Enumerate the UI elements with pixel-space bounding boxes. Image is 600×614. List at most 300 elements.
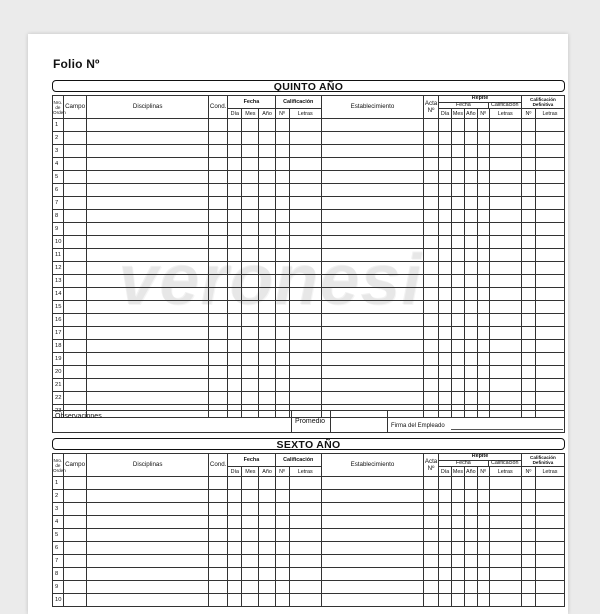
entry-cell[interactable]	[259, 516, 275, 529]
entry-cell[interactable]	[208, 236, 227, 249]
entry-cell[interactable]	[521, 119, 535, 132]
entry-cell[interactable]	[477, 555, 489, 568]
entry-cell[interactable]	[63, 529, 87, 542]
entry-cell[interactable]	[521, 366, 535, 379]
entry-cell[interactable]	[259, 379, 275, 392]
entry-cell[interactable]	[521, 340, 535, 353]
entry-cell[interactable]	[521, 379, 535, 392]
entry-cell[interactable]	[424, 490, 439, 503]
entry-cell[interactable]	[521, 236, 535, 249]
entry-cell[interactable]	[535, 490, 564, 503]
entry-cell[interactable]	[289, 184, 321, 197]
entry-cell[interactable]	[228, 477, 242, 490]
entry-cell[interactable]	[489, 327, 521, 340]
entry-cell[interactable]	[489, 594, 521, 607]
entry-cell[interactable]	[228, 594, 242, 607]
entry-cell[interactable]	[321, 249, 423, 262]
entry-cell[interactable]	[228, 568, 242, 581]
entry-cell[interactable]	[275, 171, 289, 184]
entry-cell[interactable]	[477, 301, 489, 314]
entry-cell[interactable]	[424, 581, 439, 594]
entry-cell[interactable]	[275, 223, 289, 236]
entry-cell[interactable]	[208, 529, 227, 542]
entry-cell[interactable]	[321, 119, 423, 132]
entry-cell[interactable]	[242, 542, 259, 555]
entry-cell[interactable]	[63, 503, 87, 516]
entry-cell[interactable]	[63, 477, 87, 490]
entry-cell[interactable]	[489, 314, 521, 327]
entry-cell[interactable]	[208, 132, 227, 145]
entry-cell[interactable]	[321, 275, 423, 288]
entry-cell[interactable]	[464, 132, 477, 145]
entry-cell[interactable]	[289, 340, 321, 353]
entry-cell[interactable]	[535, 249, 564, 262]
entry-cell[interactable]	[321, 223, 423, 236]
entry-cell[interactable]	[242, 184, 259, 197]
entry-cell[interactable]	[242, 197, 259, 210]
entry-cell[interactable]	[451, 366, 464, 379]
entry-cell[interactable]	[535, 184, 564, 197]
entry-cell[interactable]	[289, 542, 321, 555]
entry-cell[interactable]	[464, 184, 477, 197]
entry-cell[interactable]	[321, 366, 423, 379]
entry-cell[interactable]	[87, 223, 209, 236]
entry-cell[interactable]	[489, 392, 521, 405]
entry-cell[interactable]	[521, 288, 535, 301]
entry-cell[interactable]	[439, 327, 452, 340]
entry-cell[interactable]	[242, 210, 259, 223]
entry-cell[interactable]	[275, 288, 289, 301]
entry-cell[interactable]	[424, 119, 439, 132]
entry-cell[interactable]	[424, 223, 439, 236]
entry-cell[interactable]	[208, 555, 227, 568]
entry-cell[interactable]	[439, 223, 452, 236]
entry-cell[interactable]	[208, 210, 227, 223]
entry-cell[interactable]	[489, 555, 521, 568]
entry-cell[interactable]	[489, 236, 521, 249]
entry-cell[interactable]	[259, 210, 275, 223]
entry-cell[interactable]	[321, 158, 423, 171]
entry-cell[interactable]	[424, 392, 439, 405]
entry-cell[interactable]	[477, 288, 489, 301]
entry-cell[interactable]	[424, 210, 439, 223]
entry-cell[interactable]	[275, 568, 289, 581]
entry-cell[interactable]	[464, 366, 477, 379]
entry-cell[interactable]	[451, 555, 464, 568]
entry-cell[interactable]	[321, 327, 423, 340]
entry-cell[interactable]	[489, 477, 521, 490]
entry-cell[interactable]	[424, 288, 439, 301]
entry-cell[interactable]	[521, 477, 535, 490]
entry-cell[interactable]	[289, 568, 321, 581]
entry-cell[interactable]	[259, 223, 275, 236]
entry-cell[interactable]	[208, 288, 227, 301]
entry-cell[interactable]	[242, 327, 259, 340]
entry-cell[interactable]	[208, 340, 227, 353]
entry-cell[interactable]	[321, 210, 423, 223]
entry-cell[interactable]	[464, 197, 477, 210]
entry-cell[interactable]	[535, 210, 564, 223]
entry-cell[interactable]	[289, 353, 321, 366]
entry-cell[interactable]	[477, 249, 489, 262]
entry-cell[interactable]	[208, 516, 227, 529]
entry-cell[interactable]	[228, 379, 242, 392]
entry-cell[interactable]	[535, 542, 564, 555]
entry-cell[interactable]	[63, 353, 87, 366]
entry-cell[interactable]	[477, 529, 489, 542]
entry-cell[interactable]	[477, 568, 489, 581]
entry-cell[interactable]	[451, 392, 464, 405]
entry-cell[interactable]	[535, 301, 564, 314]
entry-cell[interactable]	[275, 236, 289, 249]
entry-cell[interactable]	[439, 490, 452, 503]
entry-cell[interactable]	[208, 275, 227, 288]
entry-cell[interactable]	[439, 275, 452, 288]
entry-cell[interactable]	[535, 477, 564, 490]
entry-cell[interactable]	[464, 327, 477, 340]
entry-cell[interactable]	[439, 210, 452, 223]
entry-cell[interactable]	[464, 503, 477, 516]
entry-cell[interactable]	[439, 529, 452, 542]
entry-cell[interactable]	[259, 301, 275, 314]
entry-cell[interactable]	[535, 568, 564, 581]
entry-cell[interactable]	[535, 529, 564, 542]
entry-cell[interactable]	[451, 581, 464, 594]
entry-cell[interactable]	[275, 555, 289, 568]
entry-cell[interactable]	[424, 275, 439, 288]
entry-cell[interactable]	[521, 490, 535, 503]
entry-cell[interactable]	[259, 529, 275, 542]
entry-cell[interactable]	[228, 119, 242, 132]
entry-cell[interactable]	[321, 503, 423, 516]
entry-cell[interactable]	[228, 249, 242, 262]
entry-cell[interactable]	[489, 568, 521, 581]
entry-cell[interactable]	[321, 542, 423, 555]
entry-cell[interactable]	[259, 353, 275, 366]
entry-cell[interactable]	[289, 529, 321, 542]
entry-cell[interactable]	[208, 353, 227, 366]
entry-cell[interactable]	[424, 158, 439, 171]
entry-cell[interactable]	[208, 158, 227, 171]
entry-cell[interactable]	[208, 223, 227, 236]
entry-cell[interactable]	[275, 327, 289, 340]
entry-cell[interactable]	[451, 132, 464, 145]
entry-cell[interactable]	[228, 288, 242, 301]
entry-cell[interactable]	[535, 594, 564, 607]
entry-cell[interactable]	[489, 262, 521, 275]
entry-cell[interactable]	[208, 392, 227, 405]
entry-cell[interactable]	[521, 184, 535, 197]
entry-cell[interactable]	[521, 529, 535, 542]
entry-cell[interactable]	[87, 262, 209, 275]
entry-cell[interactable]	[439, 236, 452, 249]
entry-cell[interactable]	[464, 301, 477, 314]
entry-cell[interactable]	[439, 366, 452, 379]
entry-cell[interactable]	[289, 314, 321, 327]
entry-cell[interactable]	[424, 353, 439, 366]
entry-cell[interactable]	[63, 275, 87, 288]
entry-cell[interactable]	[242, 132, 259, 145]
entry-cell[interactable]	[63, 210, 87, 223]
entry-cell[interactable]	[424, 249, 439, 262]
entry-cell[interactable]	[289, 236, 321, 249]
entry-cell[interactable]	[87, 340, 209, 353]
entry-cell[interactable]	[87, 184, 209, 197]
entry-cell[interactable]	[242, 275, 259, 288]
entry-cell[interactable]	[424, 327, 439, 340]
entry-cell[interactable]	[477, 353, 489, 366]
entry-cell[interactable]	[259, 477, 275, 490]
entry-cell[interactable]	[289, 145, 321, 158]
entry-cell[interactable]	[424, 340, 439, 353]
entry-cell[interactable]	[321, 392, 423, 405]
entry-cell[interactable]	[228, 581, 242, 594]
entry-cell[interactable]	[521, 171, 535, 184]
entry-cell[interactable]	[242, 516, 259, 529]
entry-cell[interactable]	[439, 379, 452, 392]
entry-cell[interactable]	[451, 340, 464, 353]
entry-cell[interactable]	[259, 327, 275, 340]
entry-cell[interactable]	[87, 353, 209, 366]
entry-cell[interactable]	[63, 249, 87, 262]
entry-cell[interactable]	[208, 119, 227, 132]
entry-cell[interactable]	[489, 119, 521, 132]
entry-cell[interactable]	[439, 542, 452, 555]
entry-cell[interactable]	[439, 555, 452, 568]
entry-cell[interactable]	[228, 490, 242, 503]
entry-cell[interactable]	[289, 477, 321, 490]
entry-cell[interactable]	[451, 477, 464, 490]
entry-cell[interactable]	[275, 529, 289, 542]
entry-cell[interactable]	[439, 171, 452, 184]
entry-cell[interactable]	[521, 392, 535, 405]
entry-cell[interactable]	[87, 529, 209, 542]
entry-cell[interactable]	[275, 581, 289, 594]
entry-cell[interactable]	[489, 581, 521, 594]
entry-cell[interactable]	[439, 301, 452, 314]
entry-cell[interactable]	[535, 503, 564, 516]
entry-cell[interactable]	[477, 171, 489, 184]
entry-cell[interactable]	[63, 327, 87, 340]
entry-cell[interactable]	[63, 581, 87, 594]
entry-cell[interactable]	[259, 145, 275, 158]
entry-cell[interactable]	[451, 301, 464, 314]
entry-cell[interactable]	[208, 503, 227, 516]
entry-cell[interactable]	[289, 490, 321, 503]
entry-cell[interactable]	[242, 503, 259, 516]
entry-cell[interactable]	[321, 516, 423, 529]
entry-cell[interactable]	[228, 158, 242, 171]
entry-cell[interactable]	[439, 288, 452, 301]
entry-cell[interactable]	[321, 145, 423, 158]
entry-cell[interactable]	[464, 392, 477, 405]
entry-cell[interactable]	[451, 236, 464, 249]
entry-cell[interactable]	[464, 249, 477, 262]
entry-cell[interactable]	[521, 249, 535, 262]
entry-cell[interactable]	[275, 490, 289, 503]
entry-cell[interactable]	[424, 503, 439, 516]
entry-cell[interactable]	[87, 171, 209, 184]
entry-cell[interactable]	[87, 477, 209, 490]
entry-cell[interactable]	[208, 477, 227, 490]
entry-cell[interactable]	[63, 392, 87, 405]
entry-cell[interactable]	[489, 490, 521, 503]
entry-cell[interactable]	[451, 379, 464, 392]
entry-cell[interactable]	[464, 236, 477, 249]
entry-cell[interactable]	[63, 490, 87, 503]
entry-cell[interactable]	[535, 132, 564, 145]
entry-cell[interactable]	[242, 119, 259, 132]
entry-cell[interactable]	[464, 379, 477, 392]
entry-cell[interactable]	[464, 555, 477, 568]
entry-cell[interactable]	[259, 119, 275, 132]
entry-cell[interactable]	[439, 314, 452, 327]
entry-cell[interactable]	[208, 314, 227, 327]
entry-cell[interactable]	[424, 516, 439, 529]
entry-cell[interactable]	[535, 223, 564, 236]
entry-cell[interactable]	[242, 145, 259, 158]
entry-cell[interactable]	[451, 503, 464, 516]
entry-cell[interactable]	[535, 262, 564, 275]
entry-cell[interactable]	[464, 288, 477, 301]
entry-cell[interactable]	[321, 340, 423, 353]
entry-cell[interactable]	[464, 594, 477, 607]
entry-cell[interactable]	[289, 288, 321, 301]
entry-cell[interactable]	[424, 145, 439, 158]
entry-cell[interactable]	[259, 568, 275, 581]
entry-cell[interactable]	[63, 366, 87, 379]
entry-cell[interactable]	[424, 184, 439, 197]
entry-cell[interactable]	[321, 568, 423, 581]
entry-cell[interactable]	[464, 353, 477, 366]
entry-cell[interactable]	[289, 158, 321, 171]
entry-cell[interactable]	[275, 353, 289, 366]
entry-cell[interactable]	[439, 145, 452, 158]
entry-cell[interactable]	[489, 301, 521, 314]
entry-cell[interactable]	[63, 340, 87, 353]
entry-cell[interactable]	[439, 477, 452, 490]
entry-cell[interactable]	[289, 119, 321, 132]
entry-cell[interactable]	[259, 340, 275, 353]
entry-cell[interactable]	[477, 119, 489, 132]
entry-cell[interactable]	[477, 197, 489, 210]
entry-cell[interactable]	[451, 275, 464, 288]
entry-cell[interactable]	[242, 288, 259, 301]
entry-cell[interactable]	[464, 516, 477, 529]
entry-cell[interactable]	[439, 132, 452, 145]
entry-cell[interactable]	[228, 210, 242, 223]
entry-cell[interactable]	[289, 379, 321, 392]
entry-cell[interactable]	[521, 301, 535, 314]
entry-cell[interactable]	[451, 516, 464, 529]
entry-cell[interactable]	[477, 132, 489, 145]
entry-cell[interactable]	[208, 568, 227, 581]
entry-cell[interactable]	[477, 314, 489, 327]
entry-cell[interactable]	[228, 340, 242, 353]
entry-cell[interactable]	[489, 288, 521, 301]
entry-cell[interactable]	[424, 171, 439, 184]
entry-cell[interactable]	[489, 158, 521, 171]
entry-cell[interactable]	[208, 301, 227, 314]
entry-cell[interactable]	[87, 275, 209, 288]
entry-cell[interactable]	[289, 327, 321, 340]
entry-cell[interactable]	[289, 249, 321, 262]
entry-cell[interactable]	[489, 249, 521, 262]
entry-cell[interactable]	[259, 158, 275, 171]
entry-cell[interactable]	[489, 379, 521, 392]
entry-cell[interactable]	[464, 568, 477, 581]
entry-cell[interactable]	[439, 158, 452, 171]
entry-cell[interactable]	[289, 392, 321, 405]
entry-cell[interactable]	[63, 516, 87, 529]
entry-cell[interactable]	[228, 314, 242, 327]
entry-cell[interactable]	[228, 236, 242, 249]
entry-cell[interactable]	[275, 477, 289, 490]
entry-cell[interactable]	[451, 568, 464, 581]
entry-cell[interactable]	[424, 197, 439, 210]
entry-cell[interactable]	[477, 340, 489, 353]
entry-cell[interactable]	[259, 392, 275, 405]
entry-cell[interactable]	[259, 236, 275, 249]
entry-cell[interactable]	[259, 594, 275, 607]
entry-cell[interactable]	[87, 314, 209, 327]
entry-cell[interactable]	[424, 542, 439, 555]
entry-cell[interactable]	[451, 327, 464, 340]
entry-cell[interactable]	[63, 542, 87, 555]
entry-cell[interactable]	[477, 275, 489, 288]
entry-cell[interactable]	[228, 275, 242, 288]
entry-cell[interactable]	[228, 184, 242, 197]
entry-cell[interactable]	[208, 581, 227, 594]
entry-cell[interactable]	[489, 529, 521, 542]
entry-cell[interactable]	[489, 275, 521, 288]
entry-cell[interactable]	[489, 366, 521, 379]
entry-cell[interactable]	[521, 275, 535, 288]
entry-cell[interactable]	[439, 184, 452, 197]
entry-cell[interactable]	[87, 503, 209, 516]
entry-cell[interactable]	[87, 132, 209, 145]
entry-cell[interactable]	[228, 171, 242, 184]
entry-cell[interactable]	[275, 184, 289, 197]
entry-cell[interactable]	[242, 249, 259, 262]
entry-cell[interactable]	[259, 275, 275, 288]
entry-cell[interactable]	[259, 314, 275, 327]
entry-cell[interactable]	[477, 594, 489, 607]
entry-cell[interactable]	[259, 249, 275, 262]
entry-cell[interactable]	[521, 568, 535, 581]
entry-cell[interactable]	[228, 366, 242, 379]
entry-cell[interactable]	[242, 262, 259, 275]
entry-cell[interactable]	[439, 340, 452, 353]
entry-cell[interactable]	[535, 275, 564, 288]
entry-cell[interactable]	[228, 392, 242, 405]
entry-cell[interactable]	[321, 555, 423, 568]
entry-cell[interactable]	[439, 503, 452, 516]
entry-cell[interactable]	[87, 301, 209, 314]
entry-cell[interactable]	[259, 262, 275, 275]
entry-cell[interactable]	[489, 353, 521, 366]
entry-cell[interactable]	[439, 249, 452, 262]
entry-cell[interactable]	[63, 288, 87, 301]
entry-cell[interactable]	[464, 158, 477, 171]
entry-cell[interactable]	[228, 262, 242, 275]
entry-cell[interactable]	[259, 288, 275, 301]
entry-cell[interactable]	[289, 262, 321, 275]
entry-cell[interactable]	[259, 555, 275, 568]
entry-cell[interactable]	[521, 555, 535, 568]
entry-cell[interactable]	[424, 366, 439, 379]
entry-cell[interactable]	[275, 314, 289, 327]
